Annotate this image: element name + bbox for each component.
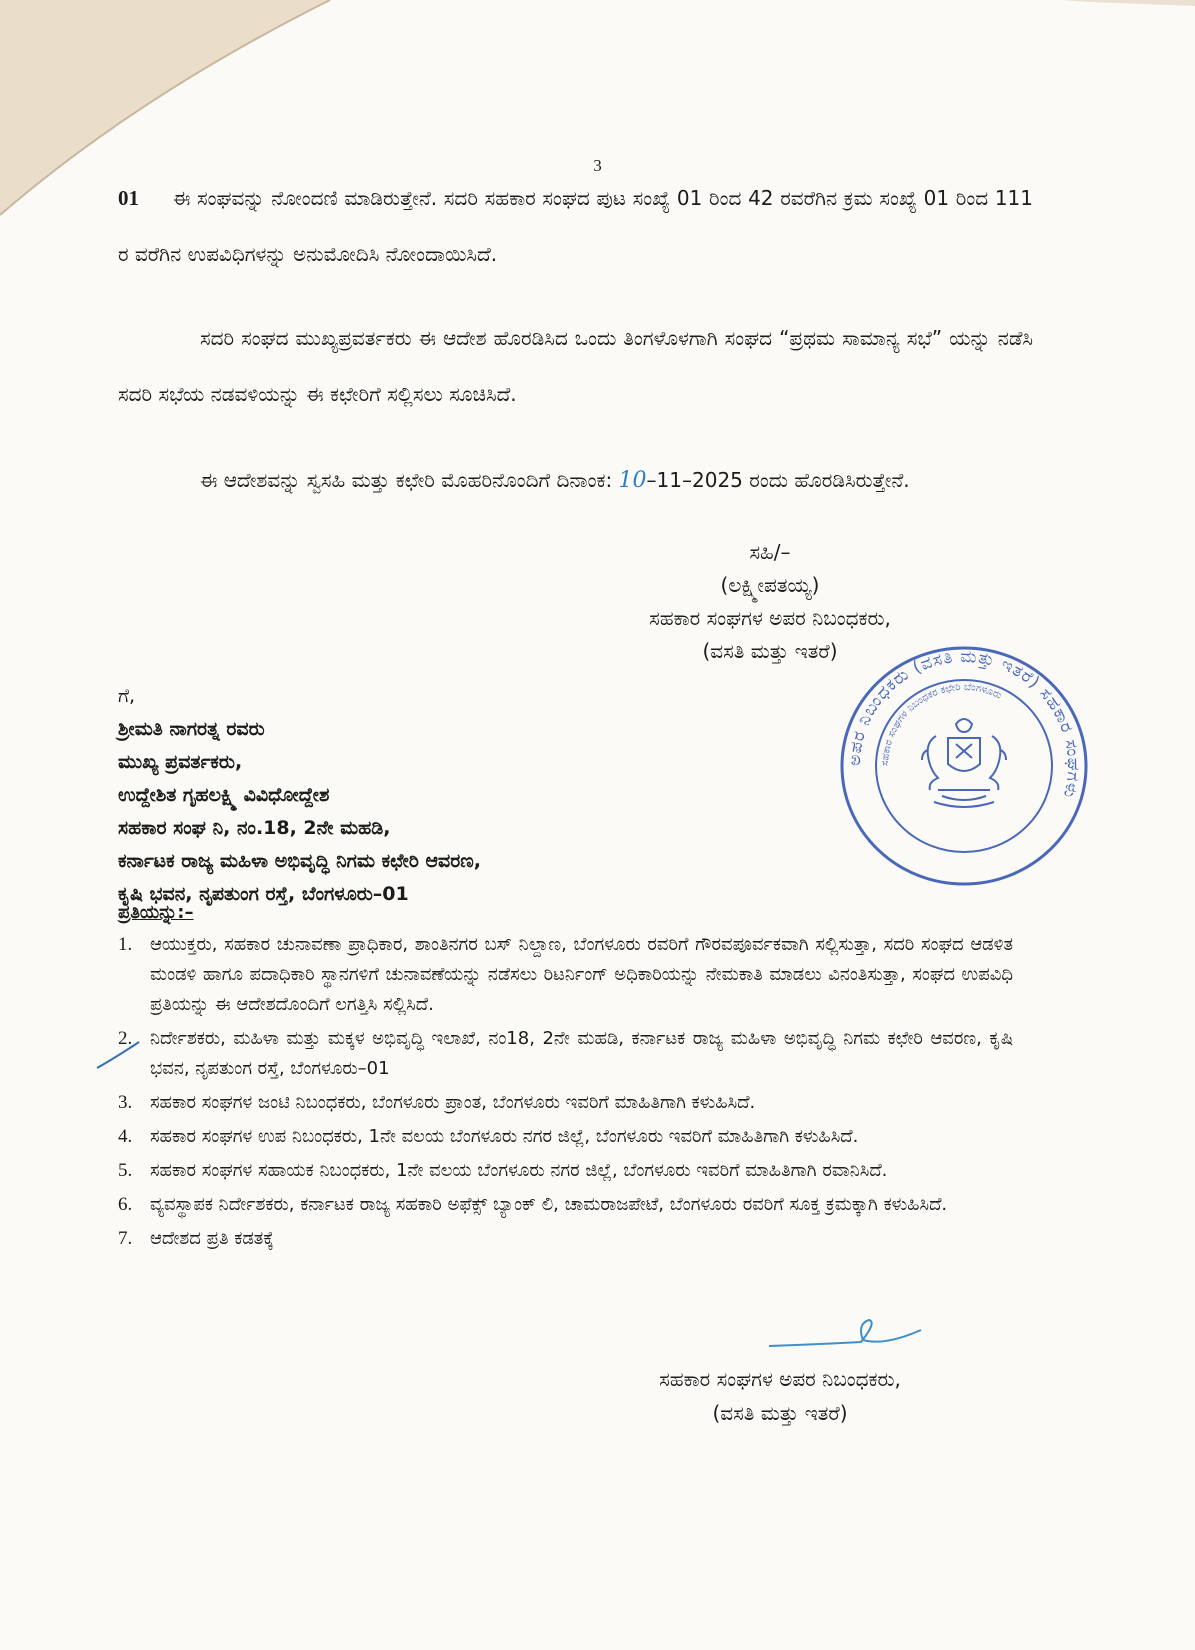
addressee-line: ಕರ್ನಾಟಕ ರಾಜ್ಯ ಮಹಿಳಾ ಅಭಿವೃದ್ಧಿ ನಿಗಮ ಕಛೇರಿ ಆವರಣ, xyxy=(118,850,481,872)
signed-mark: ಸಹಿ/– xyxy=(749,540,791,564)
addressee-block xyxy=(118,680,481,911)
copy-item xyxy=(118,1156,1013,1186)
copy-item xyxy=(118,1024,1013,1084)
copy-item xyxy=(118,1190,1013,1220)
copy-item xyxy=(118,1224,1013,1254)
copy-item-text: ಸಹಕಾರ ಸಂಘಗಳ ಸಹಾಯಕ ನಿಬಂಧಕರು, 1ನೇ ವಲಯ ಬೆಂಗಳೂರು ನಗರ ಜಿಲ್ಲೆ, ಬೆಂಗಳೂರು ಇವರಿಗೆ ಮಾಹಿತಿಗಾಗಿ ರವಾನಿಸಿದೆ. xyxy=(150,1160,888,1181)
paragraph-general-meeting-text: ಸದರಿ ಸಂಘದ ಮುಖ್ಯಪ್ರವರ್ತಕರು ಈ ಆದೇಶ ಹೊರಡಿಸಿದ ಒಂದು ತಿಂಗಳೊಳಗಾಗಿ ಸಂಘದ “ಪ್ರಥಮ ಸಾಮಾನ್ಯ ಸಭೆ” ಯನ್ನು ನಡೆಸಿ ಸದರಿ ಸಭೆಯ ನಡವಳಿಯನ್ನು ಈ ಕಛೇರಿಗೆ ಸಲ್ಲಿಸಲು ಸೂಚಿಸಿದೆ. xyxy=(118,326,1033,406)
closing-division: (ವಸತಿ ಮತ್ತು ಇತರೆ) xyxy=(712,1401,848,1425)
copy-item xyxy=(118,930,1013,1020)
state-emblem-icon xyxy=(922,719,1006,807)
copy-item xyxy=(118,1122,1013,1152)
addressee-line: ಸಹಕಾರ ಸಂಘ ನಿ, ನಂ.18, 2ನೇ ಮಹಡಿ, xyxy=(118,817,391,839)
copy-item-number: 4. xyxy=(118,1126,133,1147)
paragraph-issue-date xyxy=(118,452,1033,509)
addressee-line: ಮುಖ್ಯ ಪ್ರವರ್ತಕರು, xyxy=(118,751,243,773)
addressee-line: ಕೃಷಿ ಭವನ, ನೃಪತುಂಗ ರಸ್ತೆ, ಬೆಂಗಳೂರು–01 xyxy=(118,883,409,905)
signatory-division: (ವಸತಿ ಮತ್ತು ಇತರೆ) xyxy=(702,639,838,663)
paragraph-number: 01 xyxy=(118,186,139,210)
signatory-name: (ಲಕ್ಷ್ಮೀಪತಯ್ಯ) xyxy=(720,573,820,597)
closing-designation: ಸಹಕಾರ ಸಂಘಗಳ ಅಪರ ನಿಬಂಧಕರು, xyxy=(659,1367,901,1391)
copies-heading: ಪ್ರತಿಯನ್ನು:– xyxy=(118,902,194,923)
paragraph-general-meeting xyxy=(118,310,1033,422)
signatory-designation: ಸಹಕಾರ ಸಂಘಗಳ ಅಪರ ನಿಬಂಧಕರು, xyxy=(649,606,891,630)
addressee-to: ಗೆ, xyxy=(118,685,136,707)
copy-item xyxy=(118,1088,1013,1118)
copy-item-number: 3. xyxy=(118,1092,133,1113)
issue-text-before-date: ಈ ಆದೇಶವನ್ನು ಸ್ವಸಹಿ ಮತ್ತು ಕಛೇರಿ ಮೊಹರಿನೊಂದಿಗೆ ದಿನಾಂಕ: xyxy=(200,468,613,492)
handwritten-tick-mark xyxy=(95,1038,141,1072)
handwritten-initial-signature xyxy=(765,1316,925,1356)
addressee-line: ಉದ್ದೇಶಿತ ಗೃಹಲಕ್ಷ್ಮಿ ವಿವಿಧೋದ್ದೇಶ xyxy=(118,784,330,806)
closing-signature-block xyxy=(570,1362,990,1430)
addressee-line: ಶ್ರೀಮತಿ ನಾಗರತ್ನ ರವರು xyxy=(118,718,265,740)
issue-text-after-date: ರಂದು ಹೊರಡಿಸಿರುತ್ತೇನೆ. xyxy=(749,468,910,492)
issue-date-month-year: –11–2025 xyxy=(646,468,743,492)
seal-inner-text: ಸಹಕಾರ ಸಂಘಗಳ ನಿಬಂಧಕರ ಕಛೇರಿ ಬೆಂಗಳೂರು xyxy=(879,681,1004,767)
paragraph-registration-text: ಈ ಸಂಘವನ್ನು ನೋಂದಣಿ ಮಾಡಿರುತ್ತೇನೆ. ಸದರಿ ಸಹಕಾರ ಸಂಘದ ಪುಟ ಸಂಖ್ಯೆ 01 ರಿಂದ 42 ರವರೆಗಿನ ಕ್ರಮ ಸಂಖ್ಯೆ 01 ರಿಂದ 111 ರ ವರೆಗಿನ ಉಪವಿಧಿಗಳನ್ನು ಅನುಮೋದಿಸಿ ನೋಂದಾಯಿಸಿದೆ. xyxy=(118,186,1033,266)
copy-item-number: 6. xyxy=(118,1194,133,1215)
copy-item-number: 7. xyxy=(118,1228,133,1249)
page-number: 3 xyxy=(593,156,602,175)
copy-item-number: 2. xyxy=(118,1028,133,1049)
copy-item-number: 1. xyxy=(118,934,133,955)
copy-item-text: ಸಹಕಾರ ಸಂಘಗಳ ಜಂಟಿ ನಿಬಂಧಕರು, ಬೆಂಗಳೂರು ಪ್ರಾಂತ, ಬೆಂಗಳೂರು ಇವರಿಗೆ ಮಾಹಿತಿಗಾಗಿ ಕಳುಹಿಸಿದೆ. xyxy=(150,1092,756,1113)
paragraph-registration xyxy=(118,170,1033,282)
handwritten-date-day: 10 xyxy=(618,468,647,493)
seal-outer-text: ಅಪರ ನಿಬಂಧಕರು (ವಸತಿ ಮತ್ತು ಇತರೆ) ಸಹಕಾರ ಸಂಘಗಳು xyxy=(844,646,1084,801)
copy-item-text: ನಿರ್ದೇಶಕರು, ಮಹಿಳಾ ಮತ್ತು ಮಕ್ಕಳ ಅಭಿವೃದ್ಧಿ ಇಲಾಖೆ, ನಂ18, 2ನೇ ಮಹಡಿ, ಕರ್ನಾಟಕ ರಾಜ್ಯ ಮಹಿಳಾ ಅಭಿವೃದ್ಧಿ ನಿಗಮ ಕಛೇರಿ ಆವರಣ, ಕೃಷಿ ಭವನ, ನೃಪತುಂಗ ರಸ್ತೆ, ಬೆಂಗಳೂರು–01 xyxy=(150,1028,1013,1079)
copies-to-list xyxy=(118,898,1013,1258)
official-seal xyxy=(838,640,1090,892)
copy-item-text: ಆಯುಕ್ತರು, ಸಹಕಾರ ಚುನಾವಣಾ ಪ್ರಾಧಿಕಾರ, ಶಾಂತಿನಗರ ಬಸ್ ನಿಲ್ದಾಣ, ಬೆಂಗಳೂರು ರವರಿಗೆ ಗೌರವಪೂರ್ವಕವಾಗಿ ಸಲ್ಲಿಸುತ್ತಾ, ಸದರಿ ಸಂಘದ ಆಡಳಿತ ಮಂಡಳಿ ಹಾಗೂ ಪದಾಧಿಕಾರಿ ಸ್ಥಾನಗಳಿಗೆ ಚುನಾವಣೆಯನ್ನು ನಡೆಸಲು ರಿಟರ್ನಿಂಗ್ ಅಧಿಕಾರಿಯನ್ನು ನೇಮಕಾತಿ ಮಾಡಲು ವಿನಂತಿಸುತ್ತಾ, ಸಂಘದ ಉಪವಿಧಿ ಪ್ರತಿಯನ್ನು ಈ ಆದೇಶದೊಂದಿಗೆ ಲಗತ್ತಿಸಿ ಸಲ್ಲಿಸಿದೆ. xyxy=(150,934,1013,1015)
copy-item-number: 5. xyxy=(118,1160,133,1181)
copy-item-text: ವ್ಯವಸ್ಥಾಪಕ ನಿರ್ದೇಶಕರು, ಕರ್ನಾಟಕ ರಾಜ್ಯ ಸಹಕಾರಿ ಅಫೆಕ್ಸ್ ಬ್ಯಾಂಕ್ ಲಿ, ಚಾಮರಾಜಪೇಟೆ, ಬೆಂಗಳೂರು ರವರಿಗೆ ಸೂಕ್ತ ಕ್ರಮಕ್ಕಾಗಿ ಕಳುಹಿಸಿದೆ. xyxy=(150,1194,948,1215)
copy-item-text: ಸಹಕಾರ ಸಂಘಗಳ ಉಪ ನಿಬಂಧಕರು, 1ನೇ ವಲಯ ಬೆಂಗಳೂರು ನಗರ ಜಿಲ್ಲೆ, ಬೆಂಗಳೂರು ಇವರಿಗೆ ಮಾಹಿತಿಗಾಗಿ ಕಳುಹಿಸಿದೆ. xyxy=(150,1126,859,1147)
copy-item-text: ಆದೇಶದ ಪ್ರತಿ ಕಡತಕ್ಕೆ xyxy=(150,1228,274,1249)
